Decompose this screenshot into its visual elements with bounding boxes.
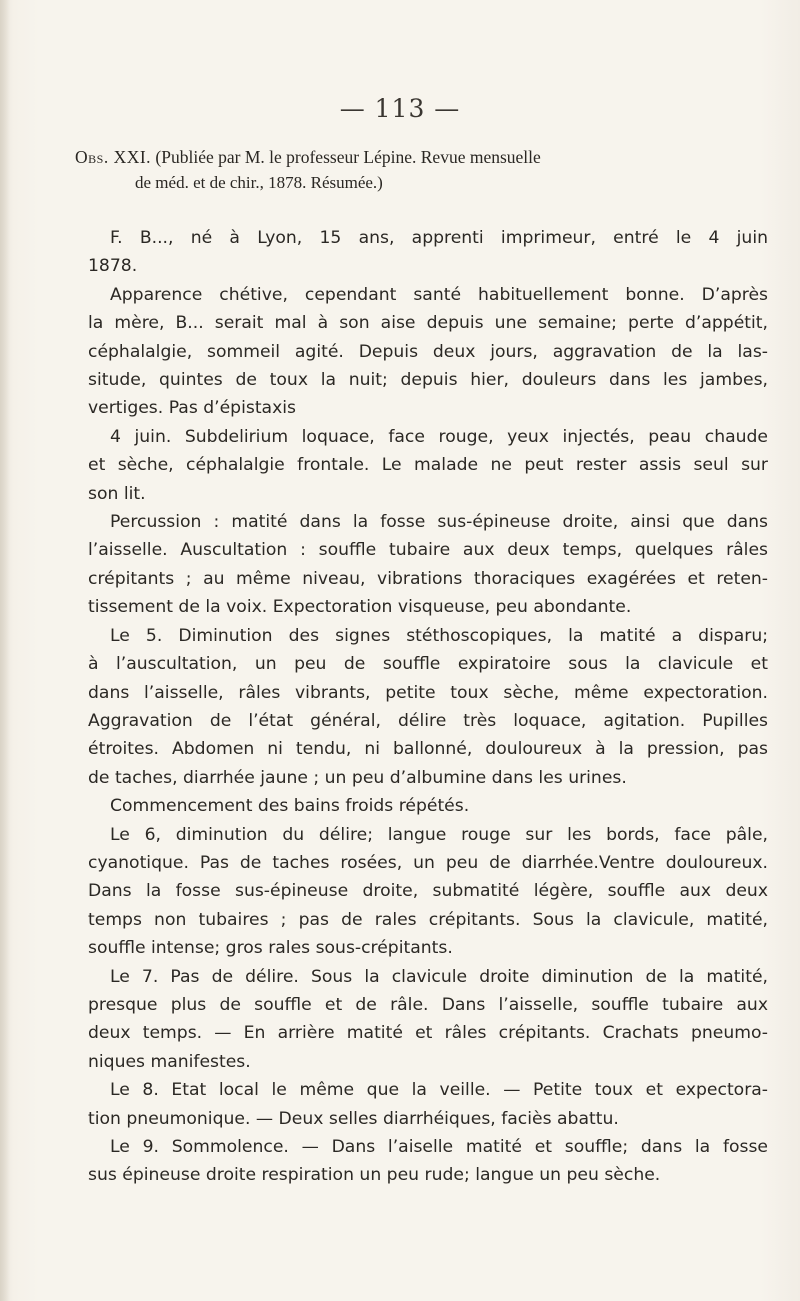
text-line: temps non tubaires ; pas de rales crépitants. Sous la clavicule, matité, bbox=[88, 909, 768, 930]
text-line: céphalalgie, sommeil agité. Depuis deux jours, aggravation de la las- bbox=[88, 341, 768, 362]
text-line: Commencement des bains froids répétés. bbox=[110, 796, 470, 817]
text-line: dans l’aisselle, râles vibrants, petite toux sèche, même expectoration. bbox=[88, 682, 768, 703]
text-line: Le 8. Etat local le même que la veille. — Petite toux et expectora- bbox=[110, 1080, 768, 1101]
text-line: l’aisselle. Auscultation : souffle tubaire aux deux temps, quelques râles bbox=[88, 540, 768, 561]
text-line: étroites. Abdomen ni tendu, ni ballonné, douloureux à la pression, pas bbox=[88, 739, 768, 760]
text-line: tion pneumonique. — Deux selles diarrhéiques, faciès abattu. bbox=[88, 1108, 619, 1129]
text-line: vertiges. Pas d’épistaxis bbox=[88, 398, 296, 419]
observation-header-line-1 bbox=[75, 144, 775, 170]
observation-header-line-2: de méd. et de chir., 1878. Résumée.) bbox=[135, 173, 383, 192]
observation-header bbox=[75, 144, 775, 196]
text-line: Percussion : matité dans la fosse sus-épineuse droite, ainsi que dans bbox=[110, 512, 768, 533]
binding-shadow bbox=[0, 0, 10, 1301]
text-line: Le 6, diminution du délire; langue rouge sur les bords, face pâle, bbox=[110, 824, 768, 845]
text-line: cyanotique. Pas de taches rosées, un peu de diarrhée.Ventre douloureux. bbox=[88, 852, 768, 873]
page-number: — 113 — bbox=[339, 94, 461, 123]
observation-body bbox=[88, 224, 768, 1190]
text-line: presque plus de souffle et de râle. Dans l’aisselle, souffle tubaire aux bbox=[88, 994, 768, 1015]
text-line: F. B..., né à Lyon, 15 ans, apprenti imprimeur, entré le 4 juin bbox=[110, 228, 768, 248]
text-line: 1878. bbox=[88, 256, 138, 277]
text-line: niques manifestes. bbox=[88, 1051, 251, 1072]
text-line: Dans la fosse sus-épineuse droite, submatité légère, souffle aux deux bbox=[88, 881, 768, 902]
text-line: 4 juin. Subdelirium loquace, face rouge, yeux injectés, peau chaude bbox=[110, 426, 768, 447]
text-line: la mère, B... serait mal à son aise depuis une semaine; perte d’appétit, bbox=[88, 313, 768, 334]
observation-source: (Publiée par M. le professeur Lépine. Revue mensuelle bbox=[151, 147, 541, 167]
text-line: sus épineuse droite respiration un peu rude; langue un peu sèche. bbox=[88, 1165, 661, 1186]
text-line: Apparence chétive, cependant santé habituellement bonne. D’après bbox=[110, 284, 768, 305]
text-line: Aggravation de l’état général, délire très loquace, agitation. Pupilles bbox=[88, 710, 768, 731]
text-line: et sèche, céphalalgie frontale. Le malade ne peut rester assis seul sur bbox=[88, 455, 768, 476]
text-line: son lit. bbox=[88, 483, 146, 504]
text-line: Le 7. Pas de délire. Sous la clavicule droite diminution de la matité, bbox=[110, 966, 768, 987]
text-line: Le 9. Sommolence. — Dans l’aiselle matité et souffle; dans la fosse bbox=[110, 1137, 768, 1157]
text-line: deux temps. — En arrière matité et râles crépitants. Crachats pneumo- bbox=[88, 1023, 768, 1044]
text-line: situde, quintes de toux la nuit; depuis hier, douleurs dans les jambes, bbox=[88, 370, 768, 391]
text-line: de taches, diarrhée jaune ; un peu d’albumine dans les urines. bbox=[88, 767, 627, 788]
text-line: tissement de la voix. Expectoration visqueuse, peu abondante. bbox=[88, 597, 632, 618]
text-line: crépitants ; au même niveau, vibrations thoraciques exagérées et reten- bbox=[88, 568, 768, 589]
observation-label: Obs. XXI. bbox=[75, 147, 152, 167]
text-line: à l’auscultation, un peu de souffle expiratoire sous la clavicule et bbox=[88, 654, 768, 675]
text-line: souffle intense; gros rales sous-crépitants. bbox=[88, 938, 453, 959]
text-line: Le 5. Diminution des signes stéthoscopiques, la matité a disparu; bbox=[110, 625, 768, 646]
